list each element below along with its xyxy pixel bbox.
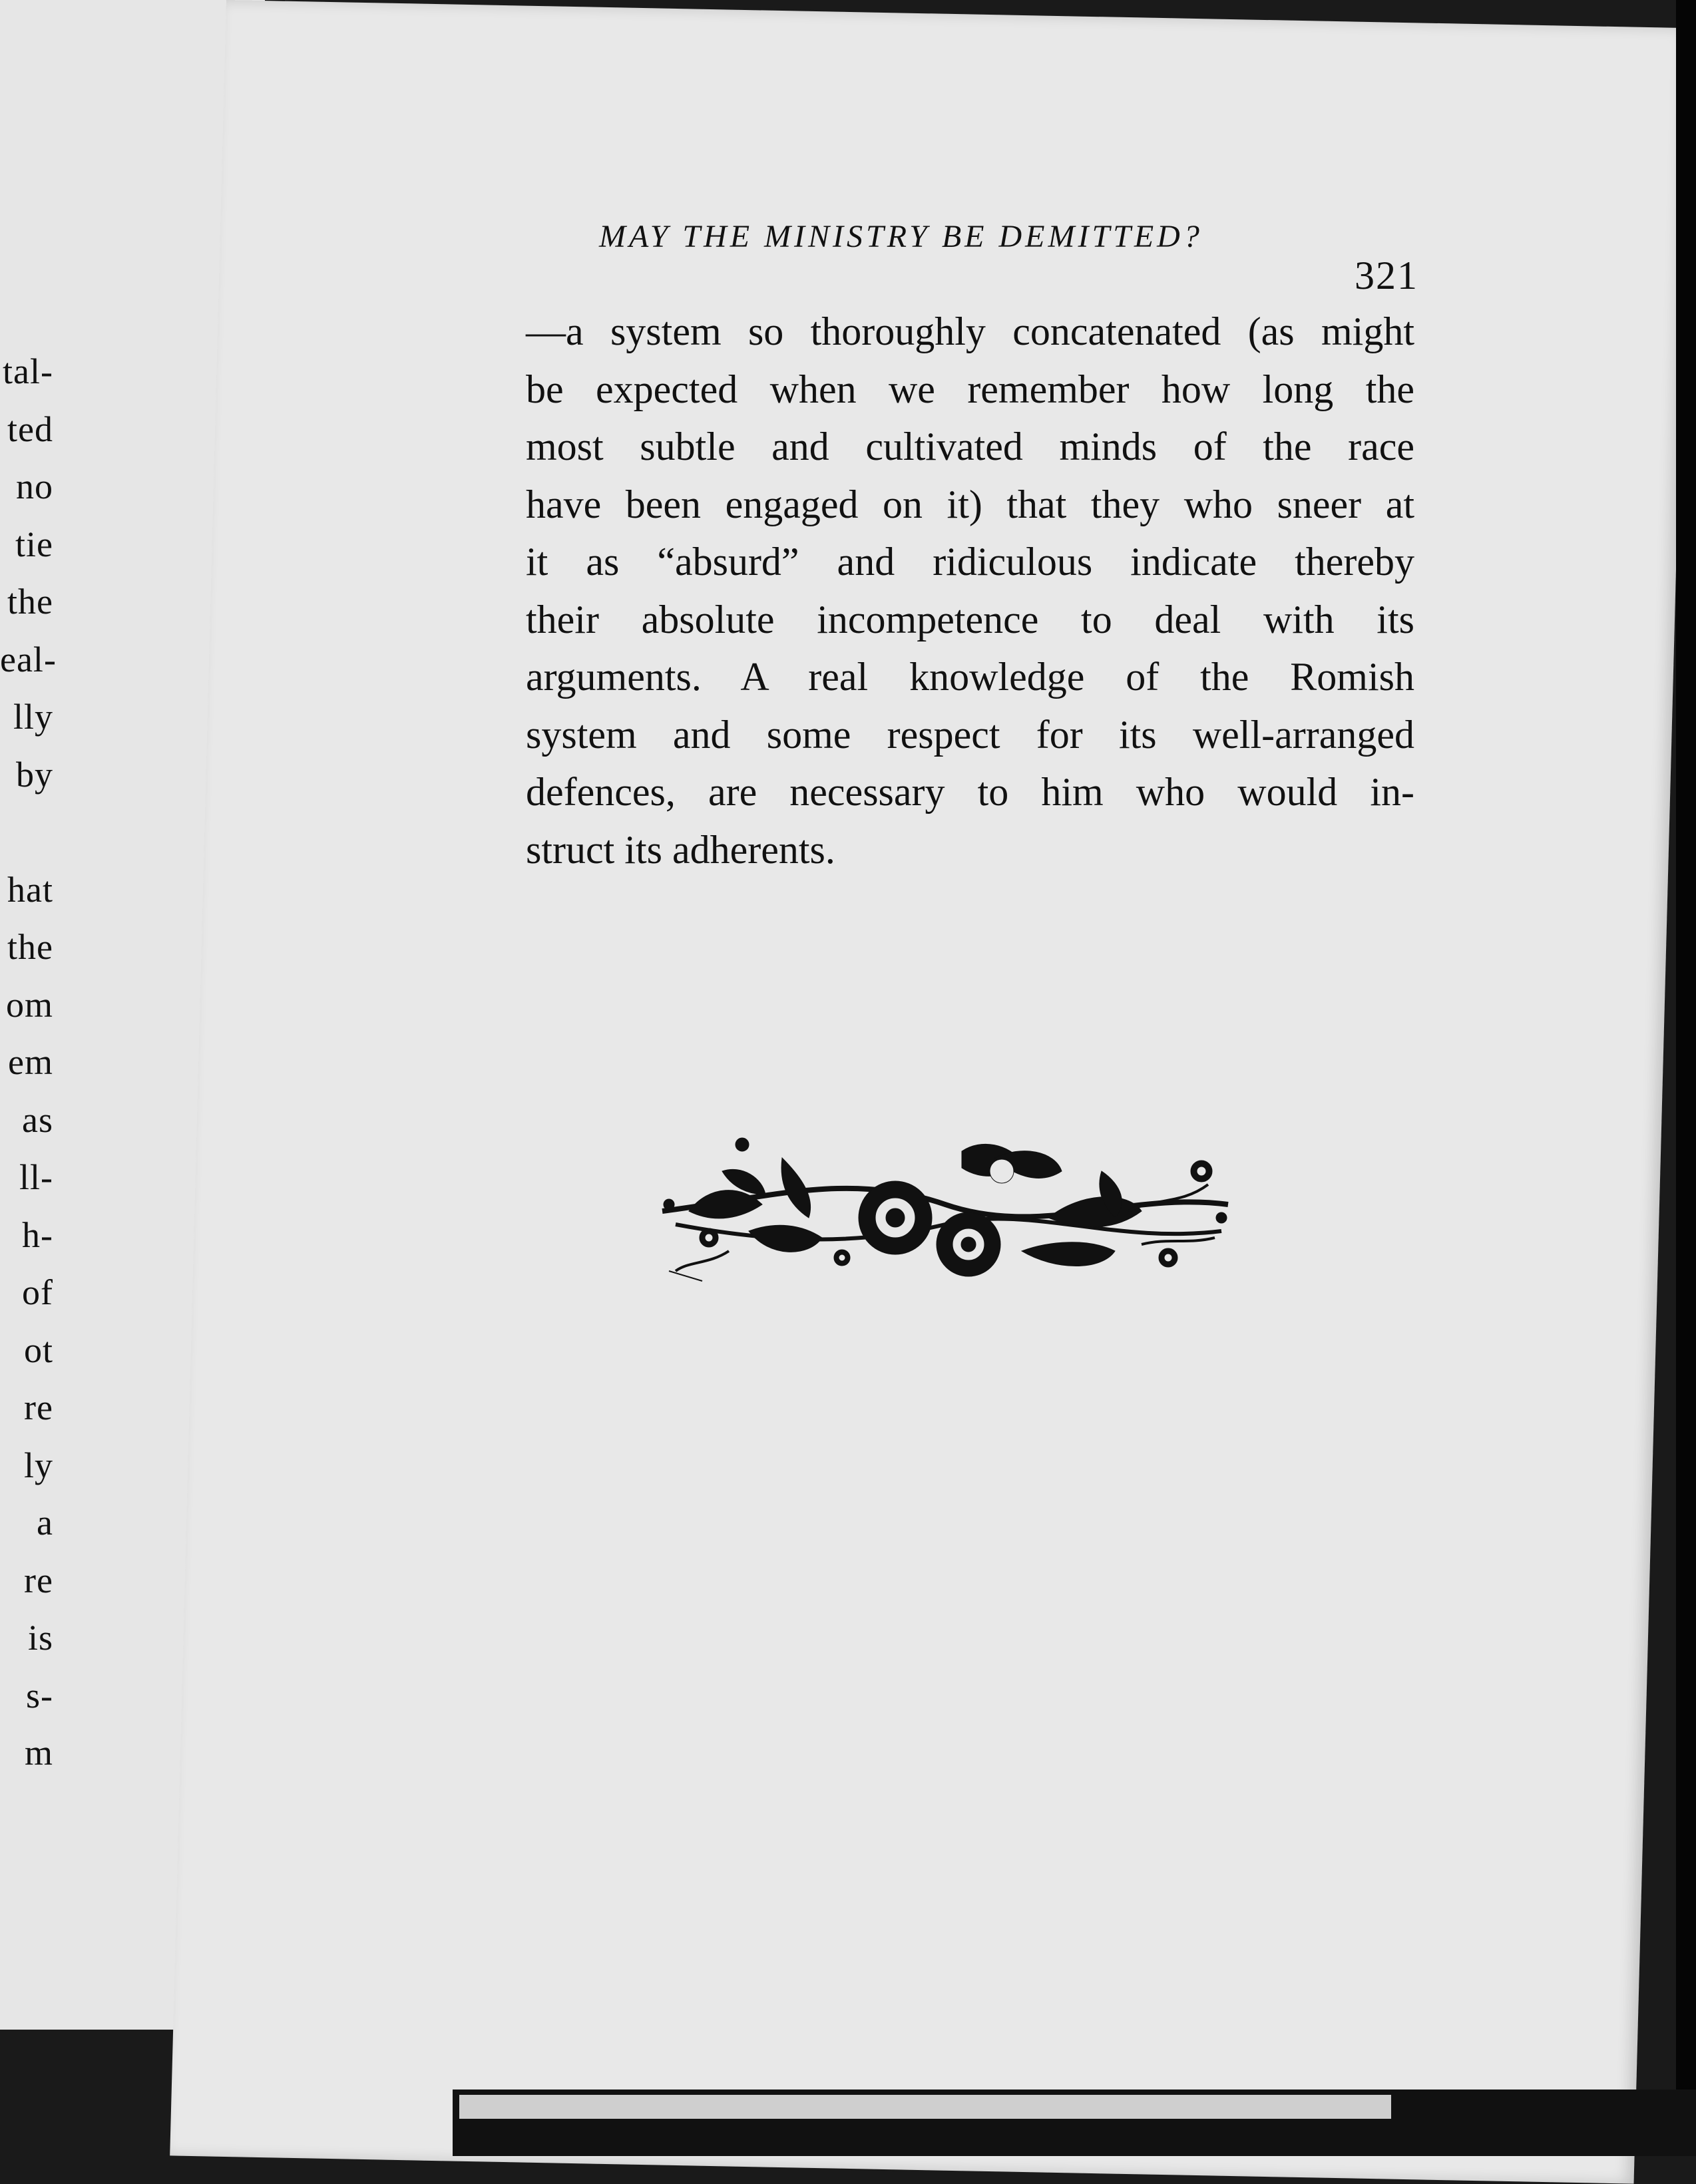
left-fragment: ted <box>7 409 53 449</box>
running-head: MAY THE MINISTRY BE DEMITTED? <box>599 219 1203 254</box>
left-page-text-fragments <box>0 343 57 1782</box>
left-fragment: tal- <box>3 351 53 391</box>
text-line: have been engaged on it) that they who sneer at <box>526 482 1414 526</box>
left-fragment: re <box>24 1560 53 1600</box>
left-fragment: tie <box>15 524 53 564</box>
left-fragment: a <box>37 1503 53 1543</box>
left-fragment: om <box>5 984 53 1025</box>
left-fragment: eal- <box>0 639 57 679</box>
left-fragment: s- <box>26 1675 53 1716</box>
left-fragment: lly <box>13 697 53 737</box>
left-fragment: ot <box>23 1330 53 1370</box>
left-fragment: the <box>7 927 53 967</box>
left-fragment: hat <box>7 869 53 910</box>
left-fragment-gap <box>0 803 53 861</box>
left-fragment: h- <box>22 1214 53 1255</box>
left-fragment: by <box>16 754 53 795</box>
left-fragment: re <box>24 1387 53 1427</box>
left-fragment: no <box>16 466 53 506</box>
text-line: their absolute incompetence to deal with its <box>526 597 1414 641</box>
left-fragment: ly <box>23 1445 53 1485</box>
text-line: struct its adherents. <box>526 827 835 872</box>
left-fragment: em <box>8 1042 53 1082</box>
left-fragment: the <box>7 582 53 622</box>
left-fragment: of <box>22 1272 53 1312</box>
text-line: —a system so thoroughly concatenated (as might <box>526 309 1414 353</box>
text-line: be expected when we remember how long the <box>526 367 1414 411</box>
page-edge-right <box>1676 0 1696 2156</box>
text-line: system and some respect for its well-arranged <box>526 712 1414 757</box>
left-fragment: m <box>24 1733 53 1773</box>
text-line: arguments. A real knowledge of the Romish <box>526 655 1414 699</box>
body-text <box>526 303 1414 878</box>
text-line: defences, are necessary to him who would in- <box>526 770 1414 814</box>
left-fragment: is <box>27 1618 53 1658</box>
page-number: 321 <box>1355 254 1418 297</box>
left-fragment: as <box>22 1099 53 1140</box>
text-line: most subtle and cultivated minds of the race <box>526 425 1414 468</box>
text-line: it as “absurd” and ridiculous indicate thereby <box>526 540 1414 584</box>
left-fragment: ll- <box>19 1157 53 1197</box>
floral-tailpiece-ornament-icon <box>649 1131 1241 1291</box>
bottom-page-edge <box>459 2095 1391 2119</box>
